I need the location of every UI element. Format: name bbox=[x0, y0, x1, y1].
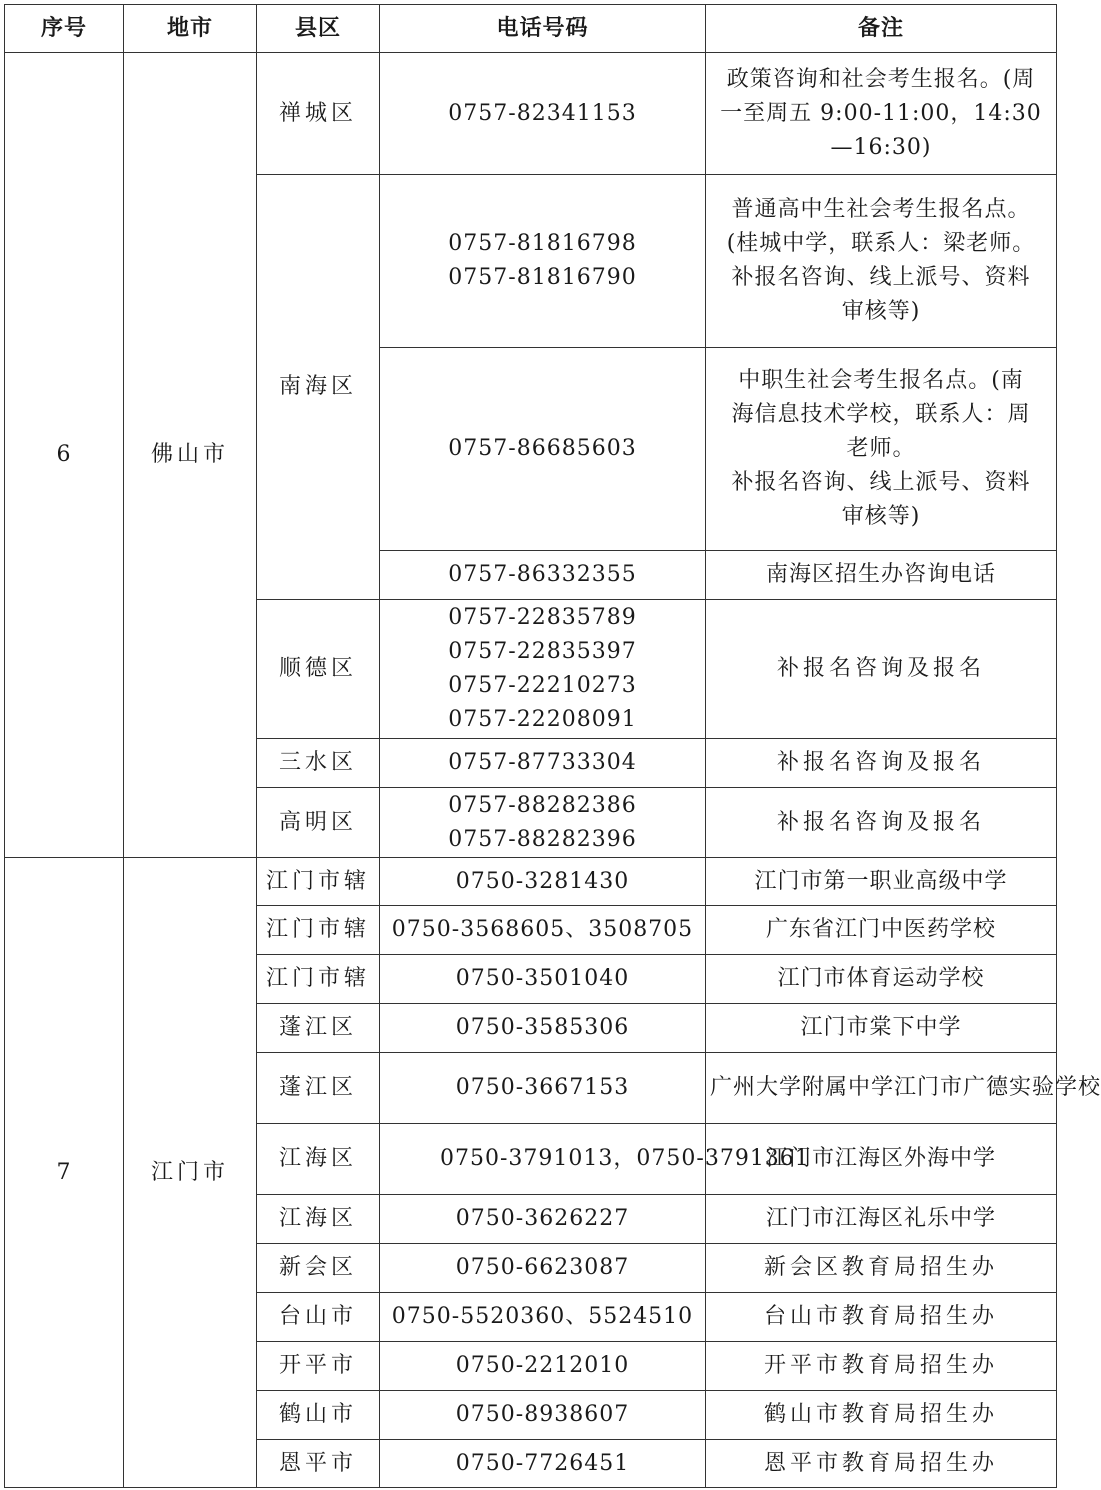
row-phone: 0757-88282386 0757-88282396 bbox=[380, 788, 706, 858]
row-note: 江门市第一职业高级中学 bbox=[706, 858, 1057, 906]
row-note: 中职生社会考生报名点。(南 海信息技术学校，联系人：周 老师。 补报名咨询、线上派号、资料 审核等) bbox=[706, 348, 1057, 551]
row-district: 江海区 bbox=[257, 1195, 380, 1244]
row-phone: 0750-3568605、3508705 bbox=[380, 906, 706, 955]
row-city: 江门市 bbox=[124, 858, 257, 1488]
row-district: 南海区 bbox=[257, 175, 380, 600]
row-phone: 0750-8938607 bbox=[380, 1391, 706, 1440]
row-district: 禅城区 bbox=[257, 53, 380, 175]
header-note: 备注 bbox=[706, 5, 1057, 53]
row-phone: 0750-6623087 bbox=[380, 1244, 706, 1293]
row-phone: 0750-2212010 bbox=[380, 1342, 706, 1391]
row-phone: 0757-81816798 0757-81816790 bbox=[380, 175, 706, 348]
header-district: 县区 bbox=[257, 5, 380, 53]
row-phone: 0750-3281430 bbox=[380, 858, 706, 906]
row-phone: 0757-87733304 bbox=[380, 739, 706, 788]
row-district: 江门市辖 bbox=[257, 858, 380, 906]
row-district: 蓬江区 bbox=[257, 1053, 380, 1124]
row-note: 江门市体育运动学校 bbox=[706, 955, 1057, 1004]
row-phone: 0750-7726451 bbox=[380, 1440, 706, 1488]
row-phone: 0757-82341153 bbox=[380, 53, 706, 175]
table-row bbox=[5, 858, 1057, 906]
row-note: 江门市江海区礼乐中学 bbox=[706, 1195, 1057, 1244]
row-phone: 0750-3791013，0750-3791361 bbox=[380, 1124, 706, 1195]
row-district: 顺德区 bbox=[257, 600, 380, 739]
row-phone: 0757-86332355 bbox=[380, 551, 706, 600]
row-phone: 0757-86685603 bbox=[380, 348, 706, 551]
row-note: 江门市江海区外海中学 bbox=[706, 1124, 1057, 1195]
row-phone: 0750-3667153 bbox=[380, 1053, 706, 1124]
table-row bbox=[5, 53, 1057, 175]
row-city: 佛山市 bbox=[124, 53, 257, 858]
header-phone: 电话号码 bbox=[380, 5, 706, 53]
row-note: 补报名咨询及报名 bbox=[706, 788, 1057, 858]
row-district: 开平市 bbox=[257, 1342, 380, 1391]
row-note: 恩平市教育局招生办 bbox=[706, 1440, 1057, 1488]
row-note: 台山市教育局招生办 bbox=[706, 1293, 1057, 1342]
row-note: 政策咨询和社会考生报名。(周 一至周五 9:00-11:00，14:30 —16:30) bbox=[706, 53, 1057, 175]
row-no: 6 bbox=[5, 53, 124, 858]
row-district: 蓬江区 bbox=[257, 1004, 380, 1053]
row-note: 补报名咨询及报名 bbox=[706, 600, 1057, 739]
row-district: 恩平市 bbox=[257, 1440, 380, 1488]
row-district: 鹤山市 bbox=[257, 1391, 380, 1440]
row-district: 江海区 bbox=[257, 1124, 380, 1195]
row-note: 补报名咨询及报名 bbox=[706, 739, 1057, 788]
row-district: 三水区 bbox=[257, 739, 380, 788]
row-note: 广州大学附属中学江门市广德实验学校 bbox=[706, 1053, 1057, 1124]
row-district: 高明区 bbox=[257, 788, 380, 858]
row-district: 江门市辖 bbox=[257, 955, 380, 1004]
row-note: 开平市教育局招生办 bbox=[706, 1342, 1057, 1391]
row-note: 新会区教育局招生办 bbox=[706, 1244, 1057, 1293]
row-no: 7 bbox=[5, 858, 124, 1488]
header-no: 序号 bbox=[5, 5, 124, 53]
row-district: 新会区 bbox=[257, 1244, 380, 1293]
row-note: 普通高中生社会考生报名点。 (桂城中学，联系人：梁老师。 补报名咨询、线上派号、资料 审核等) bbox=[706, 175, 1057, 348]
row-phone: 0750-3585306 bbox=[380, 1004, 706, 1053]
row-note: 广东省江门中医药学校 bbox=[706, 906, 1057, 955]
row-district: 台山市 bbox=[257, 1293, 380, 1342]
row-note: 江门市棠下中学 bbox=[706, 1004, 1057, 1053]
header-city: 地市 bbox=[124, 5, 257, 53]
contact-table bbox=[4, 4, 1101, 1488]
row-phone: 0757-22835789 0757-22835397 0757-22210273 0757-22208091 bbox=[380, 600, 706, 739]
row-district: 江门市辖 bbox=[257, 906, 380, 955]
header-row bbox=[5, 5, 1057, 53]
row-phone: 0750-3501040 bbox=[380, 955, 706, 1004]
row-note: 南海区招生办咨询电话 bbox=[706, 551, 1057, 600]
row-phone: 0750-5520360、5524510 bbox=[380, 1293, 706, 1342]
row-note: 鹤山市教育局招生办 bbox=[706, 1391, 1057, 1440]
row-phone: 0750-3626227 bbox=[380, 1195, 706, 1244]
